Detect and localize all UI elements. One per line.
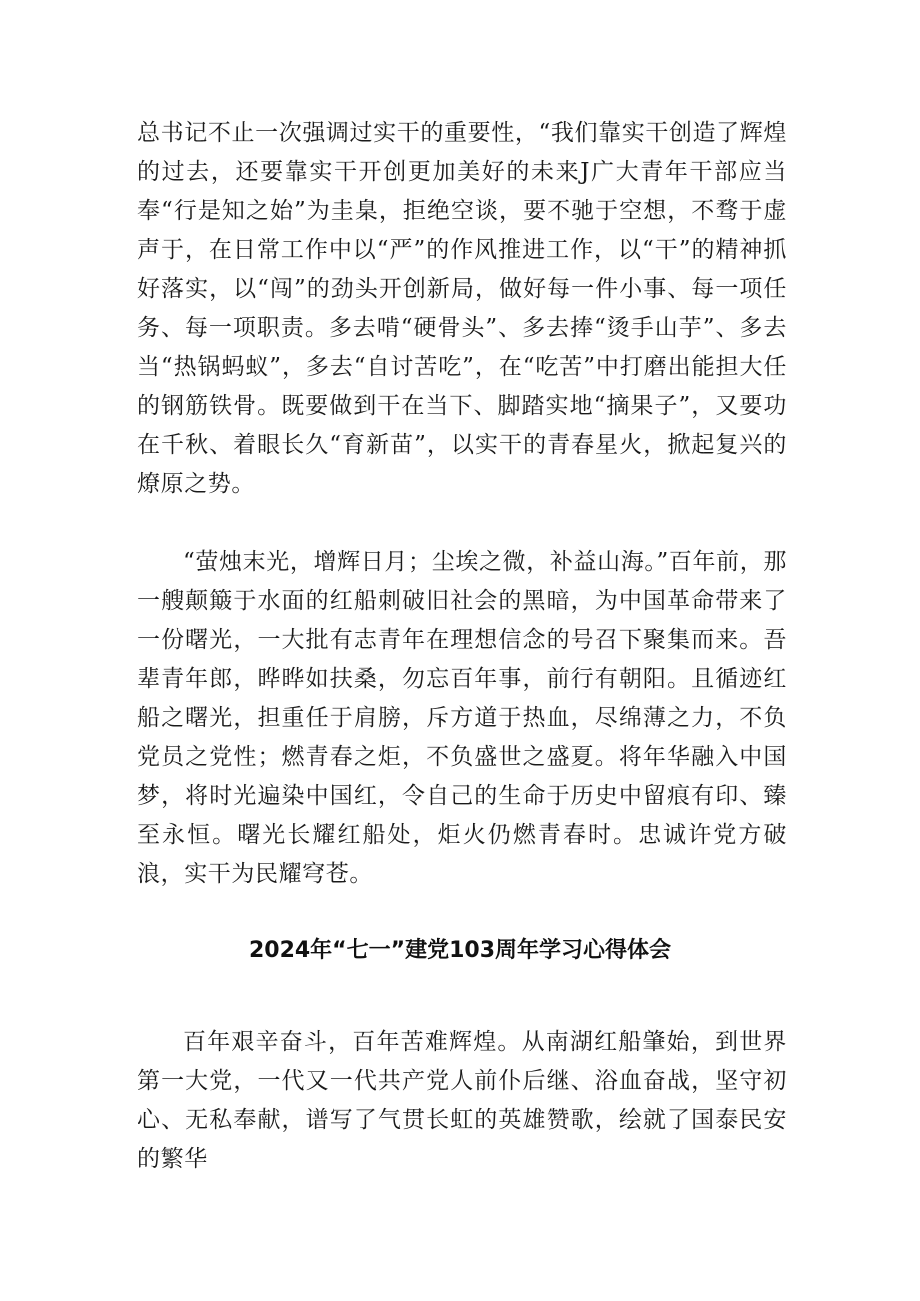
paragraph-1: [137, 114, 787, 504]
section-title: 2024年“七一”建党103周年学习心得体会: [248, 938, 672, 963]
paragraph-2: [137, 543, 787, 894]
paragraph-1-text: 总书记不止一次强调过实干的重要性，“我们靠实干创造了辉煌的过去，还要靠实干开创更加美好的未来J广大青年干部应当奉“行是知之始”为圭臬，拒绝空谈，要不驰于空想，不骛于虚声于，在日常工作中以“严”的作风推进工作，以“干”的精神抓好落实，以“闯”的劲头开创新局，做好每一件小事、每一项任务、每一项职责。多去啃“硬骨头”、多去捧“烫手山芋”、多去当“热锅蚂蚁”，多去“自讨苦吃”，在“吃苦”中打磨出能担大任的钢筋铁骨。既要做到干在当下、脚踏实地“摘果子”，又要功在千秋、着眼长久“育新苗”，以实干的青春星火，掀起复兴的燎原之势。: [137, 120, 787, 497]
paragraph-3: [137, 1023, 787, 1179]
paragraph-3-text: 百年艰辛奋斗，百年苦难辉煌。从南湖红船肇始，到世界第一大党，一代又一代共产党人前仆后继、浴血奋战，坚守初心、无私奉献，谱写了气贯长虹的英雄赞歌，绘就了国泰民安的繁华: [137, 1029, 787, 1172]
paragraph-2-text: “萤烛末光，增辉日月；尘埃之微，补益山海。”百年前，那一艘颠簸于水面的红船刺破旧社会的黑暗，为中国革命带来了一份曙光，一大批有志青年在理想信念的号召下聚集而来。吾辈青年郎，晔晔如扶桑，勿忘百年事，前行有朝阳。且循迹红船之曙光，担重任于肩膀，斥方道于热血，尽绵薄之力，不负党员之党性；燃青春之炬，不负盛世之盛夏。将年华融入中国梦，将时光遍染中国红，令自己的生命于历史中留痕有印、臻至永恒。曙光长耀红船处，炬火仍燃青春时。忠诚许党方破浪，实干为民耀穹苍。: [137, 549, 787, 887]
